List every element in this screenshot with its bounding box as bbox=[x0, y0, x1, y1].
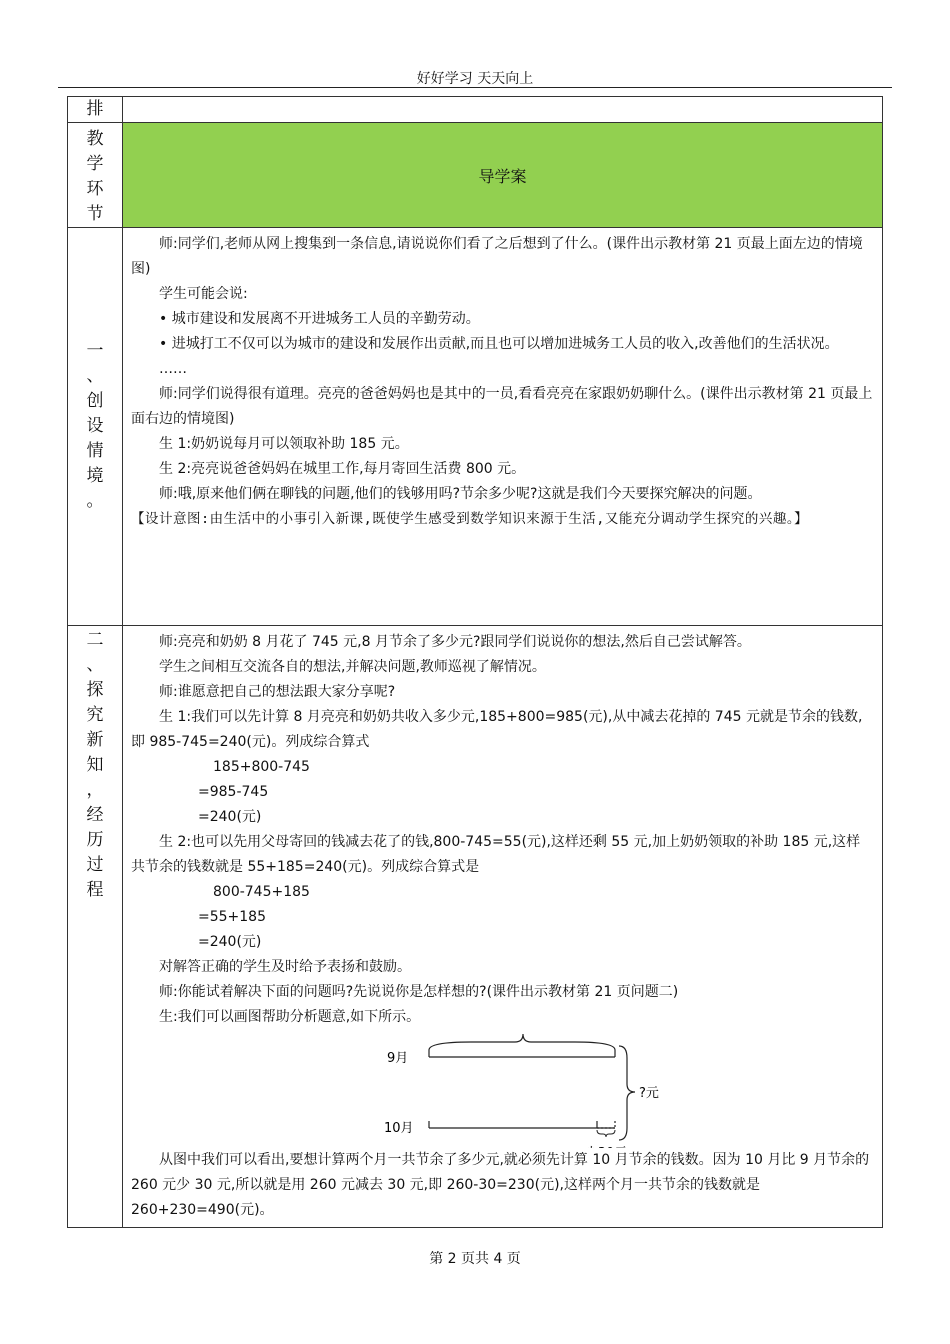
ellipsis: …… bbox=[159, 361, 187, 377]
calc-line: =240(元) bbox=[198, 809, 262, 825]
paragraph: 生 2:也可以先用父母寄回的钱减去花了的钱,800-745=55(元),这样还剩 55 元,加上奶奶领取的补助 185 元,这样共节余的钱数就是 55+185=240(元)。列成综合算式是 bbox=[131, 834, 861, 875]
column-label-teaching-stage: 教 学 环 节 bbox=[68, 123, 123, 228]
page-footer: 第 2 页共 4 页 bbox=[429, 1251, 521, 1267]
paragraph: 师:亮亮和奶奶 8 月花了 745 元,8 月节余了多少元?跟同学们说说你的想法,然后自己尝试解答。 bbox=[159, 634, 751, 650]
oct-label: 10月 bbox=[384, 1121, 414, 1136]
design-intent-note: 【设计意图:由生活中的小事引入新课,既使学生感受到数学知识来源于生活,又能充分调动学生探究的兴趣。】 bbox=[131, 511, 809, 527]
bullet-item: • 城市建设和发展离不开进城务工人员的辛勤劳动。 bbox=[159, 311, 480, 327]
paragraph: 对解答正确的学生及时给予表扬和鼓励。 bbox=[159, 959, 411, 975]
small-brace bbox=[597, 1130, 615, 1137]
empty-cell bbox=[123, 97, 883, 123]
paragraph: 生 1:奶奶说每月可以领取补助 185 元。 bbox=[159, 436, 409, 452]
header-divider bbox=[58, 87, 892, 88]
calc-line: =985-745 bbox=[198, 784, 269, 800]
paragraph: 生 2:亮亮说爸爸妈妈在城里工作,每月寄回生活费 800 元。 bbox=[159, 461, 526, 477]
paragraph: 师:同学们说得很有道理。亮亮的爸爸妈妈也是其中的一员,看看亮亮在家跟奶奶聊什么。(课件出示教材第 21 页最上面右边的情境图) bbox=[131, 386, 873, 427]
section-1-label: 一 、 创 设 情 境 。 bbox=[68, 228, 123, 626]
diagram-svg bbox=[131, 1030, 929, 1148]
line-segment-diagram bbox=[131, 1030, 874, 1148]
lesson-plan-table bbox=[67, 96, 883, 1228]
column-title: 导学案 bbox=[123, 123, 883, 228]
calc-line: =55+185 bbox=[198, 909, 266, 925]
table-row bbox=[68, 97, 883, 123]
section-2-content bbox=[123, 626, 883, 1228]
paragraph: 师:哦,原来他们俩在聊钱的问题,他们的钱够用吗?节余多少呢?这就是我们今天要探究解决的问题。 bbox=[159, 486, 762, 502]
paragraph: 师:你能试着解决下面的问题吗?先说说你是怎样想的?(课件出示教材第 21 页问题二) bbox=[159, 984, 679, 1000]
section-2-label: 二 、 探 究 新 知 ， 经 历 过 程 bbox=[68, 626, 123, 1228]
calc-line: =240(元) bbox=[198, 934, 262, 950]
section-1-content bbox=[123, 228, 883, 626]
paragraph: 生 1:我们可以先计算 8 月亮亮和奶奶共收入多少元,185+800=985(元),从中减去花掉的 745 元就是节余的钱数,即 985-745=240(元)。列成综合算式 bbox=[131, 709, 863, 750]
sep-label: 9月 bbox=[387, 1051, 409, 1066]
right-label: ?元 bbox=[639, 1086, 659, 1101]
paragraph: 生:我们可以画图帮助分析题意,如下所示。 bbox=[159, 1009, 421, 1025]
calc-line: 185+800-745 bbox=[213, 759, 310, 775]
top-brace bbox=[429, 1034, 615, 1050]
bottom-label bbox=[585, 1145, 628, 1148]
table-header-row bbox=[68, 123, 883, 228]
page-header: 好好学习 天天向上 bbox=[416, 71, 534, 87]
paragraph: 师:同学们,老师从网上搜集到一条信息,请说说你们看了之后想到了什么。(课件出示教材第 21 页最上面左边的情境图) bbox=[131, 236, 863, 277]
top-label bbox=[504, 1030, 542, 1032]
paragraph: 学生可能会说: bbox=[159, 286, 248, 302]
calc-line: 800-745+185 bbox=[213, 884, 310, 900]
section-1-row bbox=[68, 228, 883, 626]
row-label: 排 bbox=[68, 97, 123, 123]
section-2-row bbox=[68, 626, 883, 1228]
paragraph: 学生之间相互交流各自的想法,并解决问题,教师巡视了解情况。 bbox=[159, 659, 546, 675]
paragraph: 师:谁愿意把自己的想法跟大家分享呢? bbox=[159, 684, 396, 700]
bullet-item: • 进城打工不仅可以为城市的建设和发展作出贡献,而且也可以增加进城务工人员的收入,改善他们的生活状况。 bbox=[159, 336, 839, 352]
right-brace bbox=[619, 1046, 635, 1140]
paragraph: 从图中我们可以看出,要想计算两个月一共节余了多少元,就必须先计算 10 月节余的钱数。因为 10 月比 9 月节余的 260 元少 30 元,所以就是用 260 元减去 30 元,即 260-30=230(元),这样两个月一共节余的钱数就是 260+230=490(元)。 bbox=[131, 1152, 870, 1218]
